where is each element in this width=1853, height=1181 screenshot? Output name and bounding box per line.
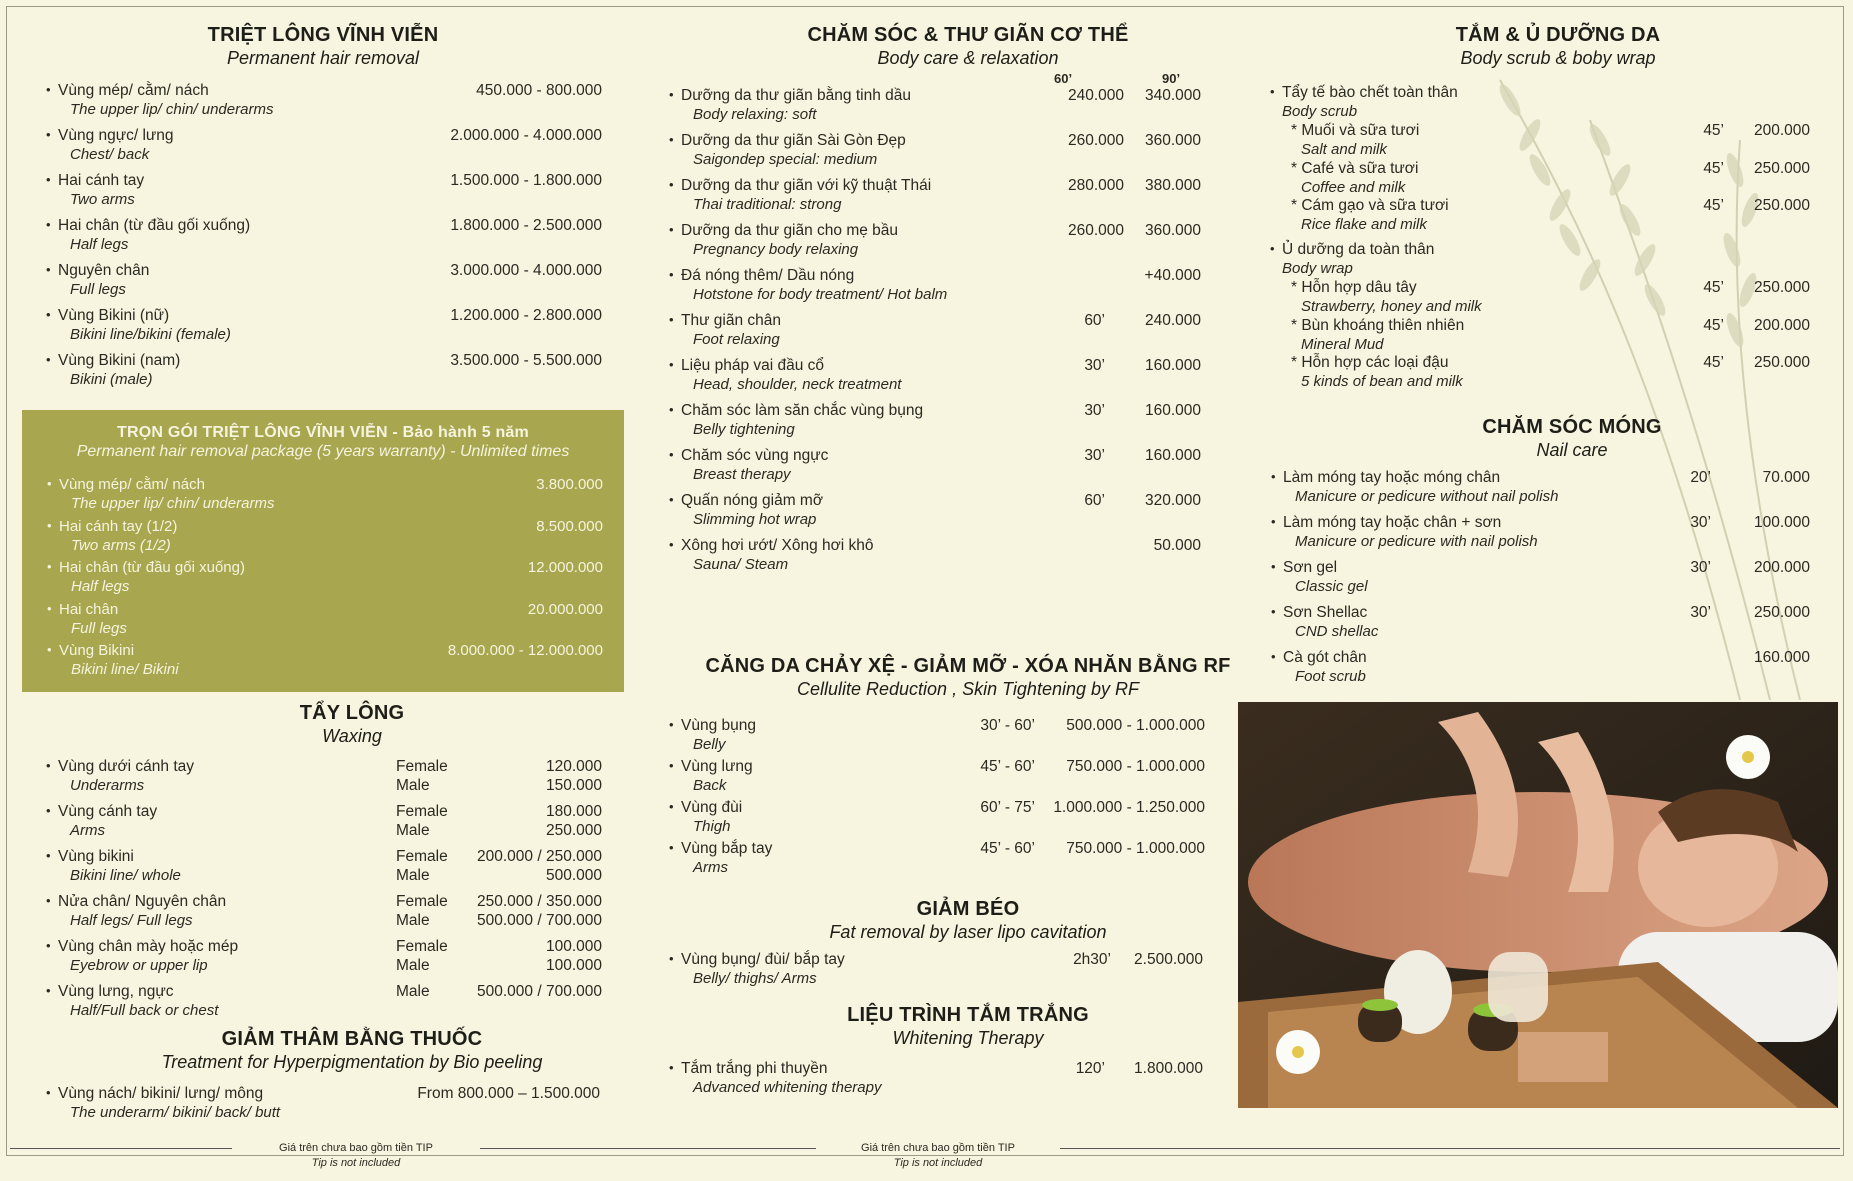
group-name-en: Body wrap bbox=[1282, 260, 1353, 277]
list-item bbox=[58, 938, 602, 983]
gender-label: Female bbox=[396, 938, 448, 955]
item-price: 750.000 - 1.000.000 bbox=[1066, 758, 1205, 775]
item-price: 1.000.000 - 1.250.000 bbox=[1053, 799, 1205, 816]
footer-note-vn: Giá trên chưa bao gồm tiền TIP bbox=[861, 1142, 1015, 1154]
item-name-en: Breast therapy bbox=[693, 466, 791, 483]
rf-list bbox=[681, 717, 1205, 881]
item-name-en: Half legs/ Full legs bbox=[70, 912, 193, 929]
nail-section bbox=[1272, 416, 1853, 461]
item-name: • Vùng mép/ cằm/ nách bbox=[58, 82, 209, 100]
scrub-list bbox=[1282, 84, 1810, 392]
item-name: • Liệu pháp vai đầu cổ bbox=[681, 357, 824, 375]
item-price-60: 280.000 bbox=[1067, 177, 1124, 194]
column-header-90: 90’ bbox=[1162, 71, 1181, 86]
footer-note-en: Tip is not included bbox=[311, 1157, 401, 1169]
body-care-section bbox=[668, 24, 1268, 69]
group-header bbox=[1282, 241, 1810, 279]
section-title: LIỆU TRÌNH TẮM TRẮNG bbox=[847, 1004, 1089, 1026]
list-item bbox=[58, 307, 602, 352]
item-name-en: Rice flake and milk bbox=[1301, 216, 1427, 233]
list-item bbox=[59, 476, 603, 518]
item-name: • Vùng lưng bbox=[681, 758, 753, 776]
item-name-en: Two arms bbox=[70, 191, 135, 208]
section-subtitle: Fat removal by laser lipo cavitation bbox=[829, 922, 1107, 942]
item-price: 1.800.000 bbox=[1134, 1060, 1203, 1077]
item-duration: 30’ bbox=[1690, 559, 1711, 576]
item-price-90: 340.000 bbox=[1144, 87, 1201, 104]
item-name: • Vùng ngực/ lưng bbox=[58, 127, 174, 145]
item-name-en: Full legs bbox=[71, 619, 127, 637]
section-subtitle: Body care & relaxation bbox=[877, 48, 1059, 68]
list-item bbox=[681, 222, 1201, 267]
item-name-en: Hotstone for body treatment/ Hot balm bbox=[693, 286, 948, 303]
list-item bbox=[1283, 469, 1810, 514]
item-name: • Nửa chân/ Nguyên chân bbox=[58, 893, 226, 911]
list-item bbox=[1282, 354, 1810, 392]
item-name: • Vùng dưới cánh tay bbox=[58, 758, 194, 776]
item-price: 8.500.000 bbox=[536, 517, 603, 535]
list-item bbox=[58, 758, 602, 803]
footer-note-en: Tip is not included bbox=[893, 1157, 983, 1169]
item-price: 160.000 bbox=[1753, 649, 1810, 666]
section-subtitle: Body scrub & boby wrap bbox=[1460, 48, 1656, 68]
item-name-en: Head, shoulder, neck treatment bbox=[693, 376, 902, 393]
item-price: 1.200.000 - 2.800.000 bbox=[450, 307, 602, 324]
item-name-en: Thigh bbox=[693, 818, 731, 835]
item-name-en: Body relaxing: soft bbox=[693, 106, 817, 123]
item-duration: 45’ bbox=[1703, 279, 1724, 296]
item-name: • Vùng bụng/ đùi/ bắp tay bbox=[681, 951, 845, 969]
section-subtitle: Treatment for Hyperpigmentation by Bio peeling bbox=[161, 1052, 543, 1072]
list-item bbox=[58, 803, 602, 848]
item-price: 2.500.000 bbox=[1134, 951, 1203, 968]
item-name: • Tắm trắng phi thuyền bbox=[681, 1060, 827, 1078]
item-price: 2.000.000 - 4.000.000 bbox=[450, 127, 602, 144]
item-price: 200.000 / 250.000 bbox=[477, 848, 602, 865]
item-price: 120.000 bbox=[545, 758, 602, 775]
item-name-en: Coffee and milk bbox=[1301, 178, 1406, 196]
item-price: 3.000.000 - 4.000.000 bbox=[450, 262, 602, 279]
list-item bbox=[1283, 559, 1810, 604]
body-care-list bbox=[681, 87, 1201, 582]
item-price: 160.000 bbox=[1144, 357, 1201, 374]
item-duration: 45’ bbox=[1703, 316, 1724, 334]
item-name: * Café và sữa tươi bbox=[1291, 159, 1419, 177]
list-item bbox=[681, 177, 1201, 222]
item-name-en: Advanced whitening therapy bbox=[693, 1079, 882, 1096]
item-duration: 45’ bbox=[1703, 122, 1724, 139]
item-name-en: Pregnancy body relaxing bbox=[693, 241, 859, 258]
section-subtitle: Nail care bbox=[1536, 440, 1608, 460]
item-price: 1.500.000 - 1.800.000 bbox=[450, 172, 602, 189]
item-name-en: Thai traditional: strong bbox=[693, 196, 842, 213]
section-title: GIẢM THÂM BẰNG THUỐC bbox=[221, 1028, 483, 1050]
item-price: 500.000 / 700.000 bbox=[477, 912, 602, 929]
item-price: 160.000 bbox=[1144, 402, 1201, 419]
item-duration: 120’ bbox=[1075, 1060, 1105, 1077]
item-name-en: Bikini line/ Bikini bbox=[71, 661, 179, 678]
group-name: • Tẩy tế bào chết toàn thân bbox=[1282, 84, 1458, 102]
section-title: TẨY LÔNG bbox=[299, 702, 405, 724]
item-name-en: Bikini line/ whole bbox=[70, 867, 181, 884]
list-item bbox=[681, 717, 1205, 758]
item-name-en: 5 kinds of bean and milk bbox=[1301, 373, 1463, 390]
item-duration: 30’ bbox=[1690, 514, 1711, 531]
item-price-90: 360.000 bbox=[1144, 222, 1201, 239]
item-price: 240.000 bbox=[1144, 312, 1201, 329]
gender-label: Male bbox=[396, 777, 430, 794]
item-name: • Xông hơi ướt/ Xông hơi khô bbox=[681, 537, 874, 555]
list-item bbox=[59, 601, 603, 643]
item-name-en: Belly tightening bbox=[693, 421, 795, 438]
item-price: 250.000 bbox=[1753, 279, 1810, 296]
list-item bbox=[1283, 604, 1810, 649]
item-name: • Dưỡng da thư giãn với kỹ thuật Thái bbox=[681, 177, 931, 195]
section-title: TẮM & Ủ DƯỠNG DA bbox=[1455, 24, 1661, 46]
item-name: • Thư giãn chân bbox=[681, 312, 781, 330]
item-duration: 20’ bbox=[1690, 469, 1711, 486]
item-name: * Hỗn hợp dâu tây bbox=[1291, 279, 1417, 296]
massage-photo-illustration bbox=[1238, 702, 1838, 1108]
item-price: 20.000.000 bbox=[527, 600, 603, 618]
section-title: CHĂM SÓC & THƯ GIÃN CƠ THỂ bbox=[807, 24, 1129, 46]
gender-label: Female bbox=[396, 893, 448, 910]
item-price: 250.000 bbox=[1753, 604, 1810, 621]
list-item bbox=[58, 217, 602, 262]
gender-label: Male bbox=[396, 957, 430, 974]
permanent-hair-removal-section bbox=[22, 24, 624, 69]
item-price: 1.800.000 - 2.500.000 bbox=[450, 217, 602, 234]
list-item bbox=[59, 559, 603, 601]
item-name-en: Sauna/ Steam bbox=[693, 556, 789, 573]
item-price: 250.000 bbox=[545, 822, 602, 839]
item-name: • Chăm sóc vùng ngực bbox=[681, 447, 828, 465]
list-item bbox=[58, 82, 602, 127]
item-name: • Hai cánh tay bbox=[58, 172, 144, 190]
item-name-en: Belly bbox=[693, 736, 726, 753]
whitening-section bbox=[668, 1004, 1268, 1049]
whitening-list bbox=[681, 1060, 1203, 1105]
list-item bbox=[58, 172, 602, 217]
item-name: * Hỗn hợp các loại đậu bbox=[1291, 354, 1449, 371]
footer-divider bbox=[1060, 1148, 1840, 1149]
item-price: 160.000 bbox=[1144, 447, 1201, 464]
item-name-en: Mineral Mud bbox=[1301, 335, 1384, 353]
item-duration: 45’ bbox=[1703, 197, 1724, 214]
section-subtitle: Whitening Therapy bbox=[892, 1028, 1044, 1048]
item-price: 450.000 - 800.000 bbox=[476, 82, 602, 99]
list-item bbox=[1282, 197, 1810, 241]
list-item bbox=[681, 758, 1205, 799]
item-name-en: The upper lip/ chin/ underarms bbox=[71, 495, 275, 512]
bio-peeling-list bbox=[58, 1085, 600, 1130]
item-price: 500.000 - 1.000.000 bbox=[1066, 717, 1205, 734]
list-item bbox=[58, 127, 602, 172]
package-box bbox=[22, 410, 624, 692]
item-price: 750.000 - 1.000.000 bbox=[1066, 840, 1205, 857]
item-name: • Sơn gel bbox=[1283, 559, 1337, 577]
item-name-en: Arms bbox=[70, 822, 105, 839]
item-name: • Vùng bụng bbox=[681, 717, 756, 735]
item-name-en: Foot scrub bbox=[1295, 668, 1366, 685]
item-name-en: Slimming hot wrap bbox=[693, 511, 817, 528]
list-item bbox=[681, 87, 1201, 132]
list-item bbox=[58, 262, 602, 307]
item-name: • Hai chân (từ đầu gối xuống) bbox=[58, 217, 250, 235]
list-item bbox=[681, 951, 1203, 996]
item-name: • Dưỡng da thư giãn Sài Gòn Đẹp bbox=[681, 132, 906, 150]
item-name: • Hai cánh tay (1/2) bbox=[59, 518, 177, 535]
item-name-en: Underarms bbox=[70, 777, 145, 794]
item-name: • Quấn nóng giảm mỡ bbox=[681, 492, 823, 510]
item-name: • Nguyên chân bbox=[58, 262, 149, 280]
item-price: 3.500.000 - 5.500.000 bbox=[450, 352, 602, 369]
list-item bbox=[681, 132, 1201, 177]
list-item bbox=[1282, 160, 1810, 198]
list-item bbox=[681, 840, 1205, 881]
scrub-section bbox=[1258, 24, 1853, 69]
gender-label: Male bbox=[396, 912, 430, 929]
section-title: GIẢM BÉO bbox=[916, 898, 1020, 920]
gender-label: Male bbox=[396, 983, 430, 1000]
section-subtitle: Permanent hair removal bbox=[226, 48, 420, 68]
item-name-en: Arms bbox=[693, 859, 728, 876]
item-name: • Vùng Bikini (nam) bbox=[58, 352, 180, 370]
item-name: • Vùng cánh tay bbox=[58, 803, 157, 821]
item-price: 200.000 bbox=[1753, 559, 1810, 576]
item-price: 100.000 bbox=[545, 938, 602, 955]
footer-divider bbox=[10, 1148, 232, 1149]
item-name-en: Back bbox=[693, 777, 727, 794]
item-name-en: Chest/ back bbox=[70, 146, 150, 163]
item-price: 250.000 bbox=[1753, 197, 1810, 214]
list-item bbox=[59, 642, 603, 684]
item-price: 250.000 bbox=[1753, 159, 1810, 177]
item-name: • Cà gót chân bbox=[1283, 649, 1367, 667]
item-price: 320.000 bbox=[1144, 492, 1201, 509]
rf-section bbox=[668, 655, 1268, 700]
item-price: 70.000 bbox=[1762, 469, 1810, 486]
item-name: * Bùn khoáng thiên nhiên bbox=[1291, 316, 1465, 334]
item-name-en: Manicure or pedicure without nail polish bbox=[1295, 488, 1559, 505]
waxing-list bbox=[58, 758, 602, 1028]
item-duration: 45’ - 60’ bbox=[980, 758, 1035, 775]
item-price: From 800.000 – 1.500.000 bbox=[417, 1085, 600, 1102]
item-price: 50.000 bbox=[1153, 537, 1201, 554]
item-duration: 60’ bbox=[1084, 312, 1105, 329]
item-name: • Vùng bikini bbox=[58, 848, 134, 866]
list-item bbox=[681, 492, 1201, 537]
section-title: CHĂM SÓC MÓNG bbox=[1482, 416, 1662, 438]
list-item bbox=[681, 799, 1205, 840]
item-duration: 30’ bbox=[1084, 447, 1105, 464]
section-subtitle: Cellulite Reduction , Skin Tightening by RF bbox=[796, 679, 1139, 699]
item-name-en: CND shellac bbox=[1295, 623, 1379, 640]
fat-removal-list bbox=[681, 951, 1203, 996]
item-name: • Vùng đùi bbox=[681, 799, 742, 817]
list-item bbox=[58, 893, 602, 938]
list-item bbox=[58, 1085, 600, 1130]
item-name: * Cám gạo và sữa tươi bbox=[1291, 197, 1449, 214]
footer-note-vn: Giá trên chưa bao gồm tiền TIP bbox=[279, 1142, 433, 1154]
item-name-en: Bikini line/bikini (female) bbox=[70, 326, 231, 343]
item-name-en: Half/Full back or chest bbox=[70, 1002, 219, 1019]
list-item bbox=[681, 537, 1201, 582]
list-item bbox=[1283, 649, 1810, 694]
section-subtitle: Waxing bbox=[322, 726, 382, 746]
item-duration: 30’ bbox=[1084, 357, 1105, 374]
package-subtitle: Permanent hair removal package (5 years warranty) - Unlimited times bbox=[76, 443, 570, 460]
item-duration: 45’ bbox=[1703, 354, 1724, 371]
group-name-en: Body scrub bbox=[1282, 103, 1358, 120]
item-name-en: The underarm/ bikini/ back/ butt bbox=[70, 1104, 281, 1121]
item-duration: 2h30’ bbox=[1073, 951, 1111, 968]
item-name: • Vùng chân mày hoặc mép bbox=[58, 938, 238, 956]
item-duration: 30’ bbox=[1084, 402, 1105, 419]
item-duration: 45’ - 60’ bbox=[980, 840, 1035, 857]
list-item bbox=[681, 402, 1201, 447]
item-price-60: 240.000 bbox=[1067, 87, 1124, 104]
item-name: • Vùng Bikini (nữ) bbox=[58, 307, 169, 325]
list-item bbox=[1282, 317, 1810, 355]
group-name: • Ủ dưỡng da toàn thân bbox=[1282, 241, 1434, 259]
item-name: * Muối và sữa tươi bbox=[1291, 122, 1420, 139]
item-name-en: Classic gel bbox=[1295, 578, 1368, 595]
list-item bbox=[59, 518, 603, 560]
item-price-90: 380.000 bbox=[1144, 177, 1201, 194]
nail-list bbox=[1283, 469, 1810, 694]
item-name-en: Full legs bbox=[70, 281, 126, 298]
item-name-en: Half legs bbox=[70, 236, 129, 253]
list-item bbox=[681, 357, 1201, 402]
item-name: • Dưỡng da thư giãn cho mẹ bầu bbox=[681, 222, 898, 240]
gender-label: Male bbox=[396, 867, 430, 884]
item-name-en: Eyebrow or upper lip bbox=[70, 957, 208, 974]
item-name-en: Bikini (male) bbox=[70, 371, 153, 388]
group-header bbox=[1282, 84, 1810, 122]
massage-photo bbox=[1238, 702, 1838, 1108]
item-name: • Làm móng tay hoặc móng chân bbox=[1283, 469, 1500, 487]
item-duration: 60’ - 75’ bbox=[980, 799, 1035, 816]
item-price-90: 360.000 bbox=[1144, 132, 1201, 149]
item-price: 200.000 bbox=[1753, 316, 1810, 334]
item-price: 250.000 bbox=[1753, 354, 1810, 371]
fat-removal-section bbox=[668, 898, 1268, 943]
gender-label: Male bbox=[396, 822, 430, 839]
item-name-en: Foot relaxing bbox=[693, 331, 780, 348]
list-item bbox=[681, 267, 1201, 312]
item-price-60: 260.000 bbox=[1067, 222, 1124, 239]
list-item bbox=[681, 312, 1201, 357]
item-name: • Vùng bắp tay bbox=[681, 840, 772, 858]
item-name: • Dưỡng da thư giãn bằng tinh dầu bbox=[681, 87, 911, 105]
item-name-en: The upper lip/ chin/ underarms bbox=[70, 101, 274, 118]
item-name-en: Half legs bbox=[71, 578, 130, 595]
item-name: • Vùng nách/ bikini/ lưng/ mông bbox=[58, 1085, 263, 1103]
item-duration: 30’ bbox=[1690, 604, 1711, 621]
item-name-en: Belly/ thighs/ Arms bbox=[693, 970, 817, 987]
item-name: • Làm móng tay hoặc chân + sơn bbox=[1283, 514, 1501, 532]
bio-peeling-section bbox=[22, 1028, 682, 1073]
gender-label: Female bbox=[396, 803, 448, 820]
item-name-en: Saigondep special: medium bbox=[693, 151, 878, 168]
permanent-hair-removal-list bbox=[58, 82, 602, 397]
item-name: • Hai chân (từ đầu gối xuống) bbox=[59, 559, 245, 576]
list-item bbox=[58, 848, 602, 893]
item-name: • Vùng mép/ cằm/ nách bbox=[59, 476, 205, 493]
item-price: 180.000 bbox=[545, 803, 602, 820]
list-item bbox=[681, 447, 1201, 492]
list-item bbox=[1282, 279, 1810, 317]
item-price: 500.000 / 700.000 bbox=[477, 983, 602, 1000]
item-price: 100.000 bbox=[545, 957, 602, 974]
section-title: CĂNG DA CHẢY XỆ - GIẢM MỠ - XÓA NHĂN BẰNG RF bbox=[705, 655, 1231, 677]
item-duration: 60’ bbox=[1084, 492, 1105, 509]
item-price: 12.000.000 bbox=[527, 559, 603, 576]
item-duration: 45’ bbox=[1703, 159, 1724, 177]
item-duration: 30’ - 60’ bbox=[980, 717, 1035, 734]
item-name-en: Manicure or pedicure with nail polish bbox=[1295, 533, 1538, 550]
gender-label: Female bbox=[396, 848, 448, 865]
item-price: 500.000 bbox=[545, 867, 602, 884]
waxing-section bbox=[22, 702, 682, 747]
list-item bbox=[681, 1060, 1203, 1105]
section-title: TRIỆT LÔNG VĨNH VIỄN bbox=[207, 24, 439, 46]
item-price: +40.000 bbox=[1144, 267, 1201, 284]
list-item bbox=[1282, 122, 1810, 160]
item-name: • Sơn Shellac bbox=[1283, 604, 1367, 622]
item-name-en: Two arms (1/2) bbox=[71, 536, 171, 554]
list-item bbox=[58, 983, 602, 1028]
footer-divider bbox=[480, 1148, 816, 1149]
column-header-60: 60’ bbox=[1054, 71, 1073, 86]
item-name: • Đá nóng thêm/ Dầu nóng bbox=[681, 267, 854, 285]
package-title: TRỌN GÓI TRIỆT LÔNG VĨNH VIỄN - Bảo hành 5 năm bbox=[117, 424, 529, 441]
footer-note bbox=[816, 1141, 1060, 1171]
list-item bbox=[58, 352, 602, 397]
item-price: 150.000 bbox=[545, 777, 602, 794]
item-price: 3.800.000 bbox=[536, 476, 603, 493]
item-name-en: Strawberry, honey and milk bbox=[1301, 298, 1482, 315]
item-price: 8.000.000 - 12.000.000 bbox=[447, 642, 603, 659]
item-price: 250.000 / 350.000 bbox=[477, 893, 602, 910]
item-price: 100.000 bbox=[1753, 514, 1810, 531]
item-name: • Vùng Bikini bbox=[59, 642, 134, 659]
item-name-en: Salt and milk bbox=[1301, 141, 1387, 158]
item-name: • Chăm sóc làm săn chắc vùng bụng bbox=[681, 402, 923, 420]
item-price: 200.000 bbox=[1753, 122, 1810, 139]
list-item bbox=[1283, 514, 1810, 559]
item-price-60: 260.000 bbox=[1067, 132, 1124, 149]
item-name: • Vùng lưng, ngực bbox=[58, 983, 174, 1001]
footer-note bbox=[232, 1141, 480, 1171]
item-name: • Hai chân bbox=[59, 601, 118, 618]
gender-label: Female bbox=[396, 758, 448, 775]
